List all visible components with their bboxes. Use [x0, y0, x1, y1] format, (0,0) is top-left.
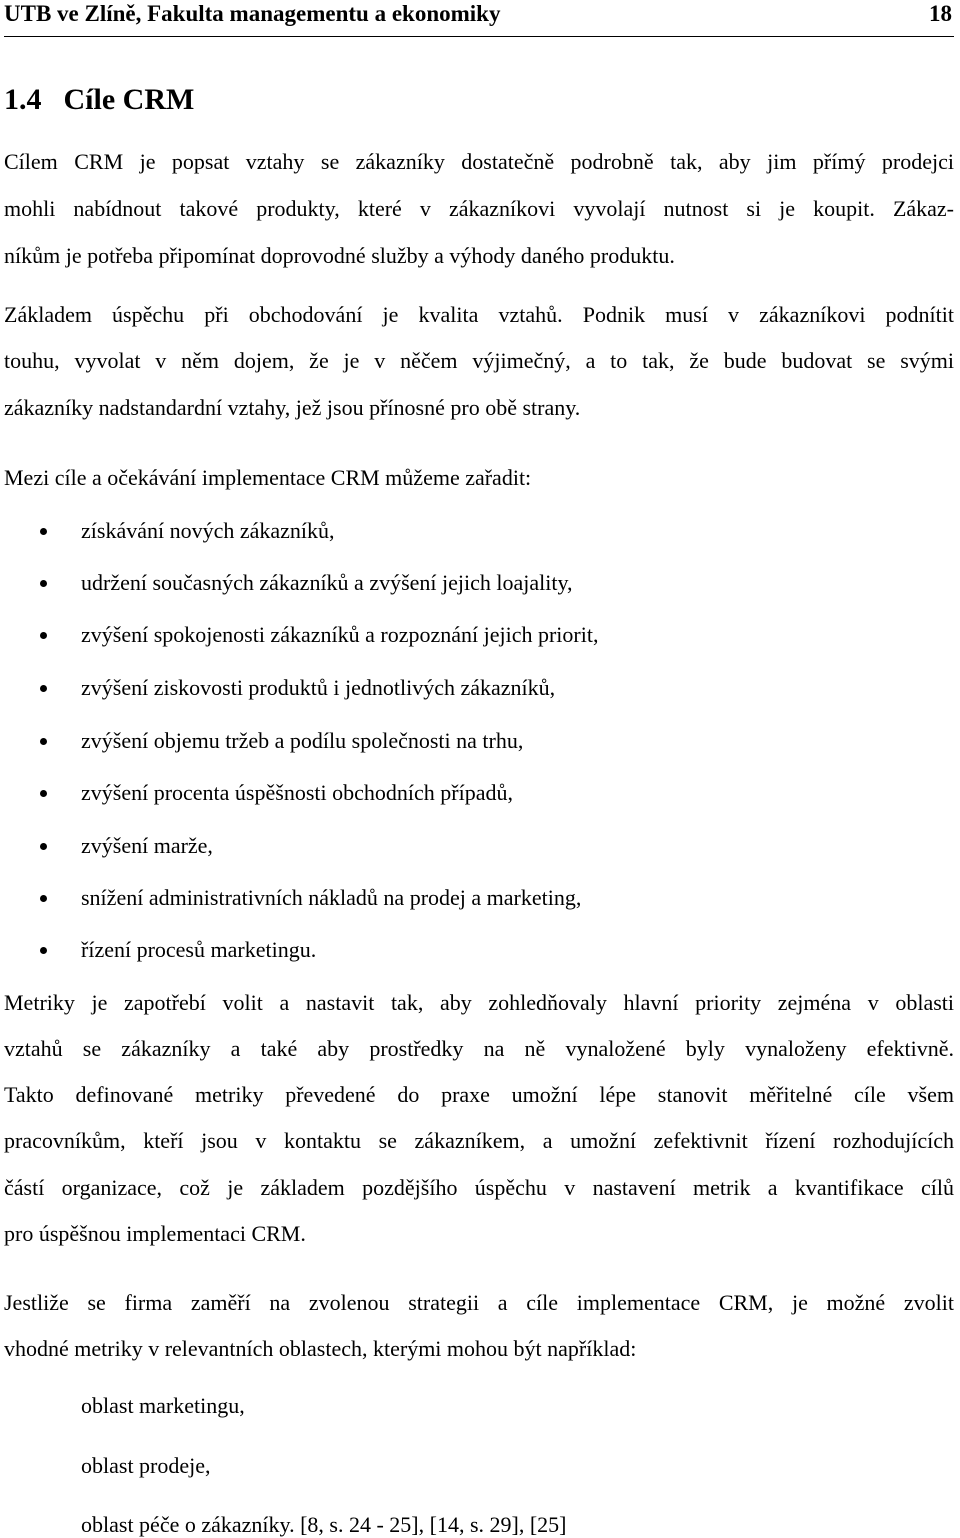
paragraph-line: Základem úspěchu při obchodování je kvalita vztahů. Podnik musí v zákazníkovi podnítit [4, 302, 954, 327]
bullet-icon [40, 685, 47, 692]
list-item: oblast marketingu, [81, 1393, 245, 1418]
paragraph-line: Takto definované metriky převedené do praxe umožní lépe stanovit měřitelné cíle všem [4, 1082, 954, 1107]
bullet-icon [40, 947, 47, 954]
paragraph-line: Metriky je zapotřebí volit a nastavit tak, aby zohledňovaly hlavní priority zejména v oblasti [4, 990, 954, 1015]
bullet-icon [40, 895, 47, 902]
paragraph-line: zákazníky nadstandardní vztahy, jež jsou přínosné pro obě strany. [4, 395, 581, 420]
bullet-icon [40, 843, 47, 850]
bullet-icon [40, 528, 47, 535]
paragraph-line: vhodné metriky v relevantních oblastech, kterými mohou být například: [4, 1336, 637, 1361]
page-number: 18 [929, 1, 952, 26]
section-heading [4, 82, 194, 118]
paragraph-line: pracovníkům, kteří jsou v kontaktu se zákazníkem, a umožní zefektivnit řízení rozhodujících [4, 1128, 954, 1153]
header-title: UTB ve Zlíně, Fakulta managementu a ekonomiky [4, 1, 501, 26]
paragraph-line: pro úspěšnou implementaci CRM. [4, 1221, 306, 1246]
paragraph-line: Jestliže se firma zaměří na zvolenou strategii a cíle implementace CRM, je možné zvolit [4, 1290, 954, 1315]
bullet-icon [40, 632, 47, 639]
paragraph-line: níkům je potřeba připomínat doprovodné služby a výhody daného produktu. [4, 243, 675, 268]
section-title: Cíle CRM [63, 83, 195, 116]
paragraph-line: mohli nabídnout takové produkty, které v zákazníkovi vyvolají nutnost si je koupit. Zákaz- [4, 196, 954, 221]
list-item: oblast prodeje, [81, 1453, 211, 1478]
paragraph-line: částí organizace, což je základem pozdějšího úspěchu v nastavení metrik a kvantifikace cílů [4, 1175, 954, 1200]
list-intro: Mezi cíle a očekávání implementace CRM můžeme zařadit: [4, 465, 532, 490]
bullet-icon [40, 790, 47, 797]
paragraph-line: vztahů se zákazníky a také aby prostředky na ně vynaložené byly vynaloženy efektivně. [4, 1036, 954, 1061]
section-number: 1.4 [4, 83, 42, 116]
bullet-icon [40, 738, 47, 745]
list-item: oblast péče o zákazníky. [8, s. 24 - 25], [14, s. 29], [25] [81, 1512, 567, 1537]
paragraph-line: touhu, vyvolat v něm dojem, že je v něčem výjimečný, a to tak, že bude budovat se svými [4, 348, 954, 373]
bullet-icon [40, 580, 47, 587]
paragraph-line: Cílem CRM je popsat vztahy se zákazníky dostatečně podrobně tak, aby jim přímý prodejci [4, 149, 954, 174]
running-header [4, 0, 954, 37]
